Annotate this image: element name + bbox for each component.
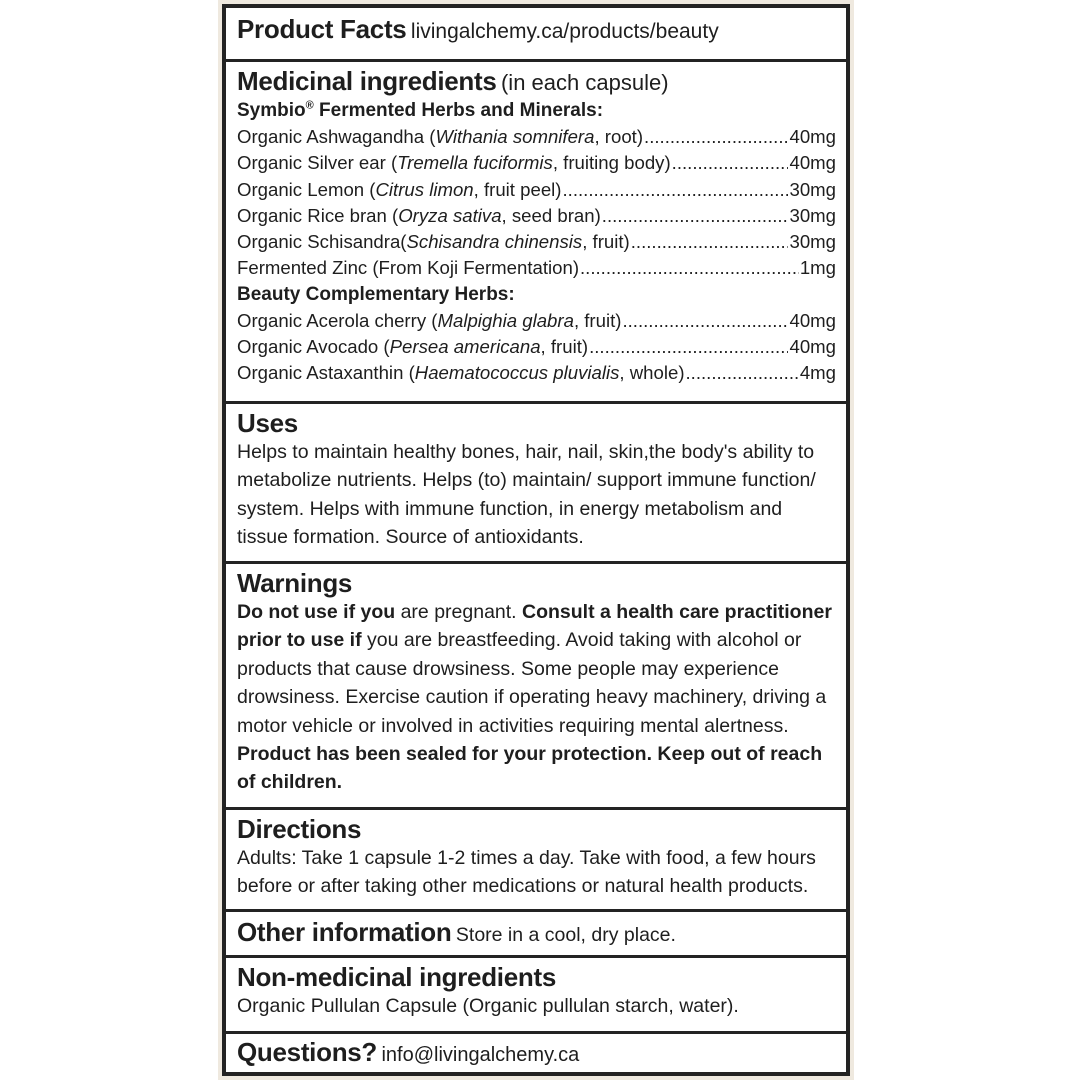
ingredient-amount: 40mg bbox=[789, 309, 836, 331]
directions-title: Directions bbox=[237, 814, 362, 844]
dot-leader bbox=[631, 229, 789, 255]
ingredient-row bbox=[237, 150, 836, 176]
ingredient-amount: 40mg bbox=[789, 126, 836, 147]
non-medicinal-section bbox=[226, 958, 846, 1034]
ingredient-row bbox=[237, 334, 836, 360]
medicinal-ingredients-section bbox=[226, 62, 846, 404]
ingredient-name: Organic Rice bran (Oryza sativa, seed bran) bbox=[237, 204, 601, 226]
group-heading-symbio: Symbio® Fermented Herbs and Minerals: bbox=[237, 99, 604, 121]
dot-leader bbox=[580, 255, 799, 281]
medicinal-title: Medicinal ingredients bbox=[237, 66, 497, 96]
background-margin bbox=[0, 0, 220, 1080]
ingredient-row bbox=[237, 360, 836, 386]
ingredient-amount: 30mg bbox=[789, 204, 836, 226]
dot-leader bbox=[644, 124, 788, 150]
uses-text: Helps to maintain healthy bones, hair, nail, skin,the body's ability to metabolize nutrients. Helps (to) maintain/ support immune function/ system. Helps with immune function, in energy metabolism and tissue formation. Source of antioxidants. bbox=[237, 441, 816, 549]
non-medicinal-title: Non-medicinal ingredients bbox=[237, 962, 556, 992]
dot-leader bbox=[686, 360, 799, 386]
ingredient-row bbox=[237, 124, 836, 150]
questions-section bbox=[226, 1034, 846, 1074]
contact-email: info@livingalchemy.ca bbox=[381, 1044, 580, 1066]
ingredient-name: Organic Schisandra(Schisandra chinensis, fruit) bbox=[237, 231, 630, 253]
ingredient-name: Organic Avocado (Persea americana, fruit) bbox=[237, 336, 589, 358]
directions-text: Adults: Take 1 capsule 1-2 times a day. Take with food, a few hours before or after taking other medications or natural health products. bbox=[237, 847, 816, 898]
registered-mark: ® bbox=[305, 99, 314, 112]
dot-leader bbox=[589, 334, 788, 360]
group-heading-beauty: Beauty Complementary Herbs: bbox=[237, 283, 515, 305]
non-medicinal-text: Organic Pullulan Capsule (Organic pullulan starch, water). bbox=[237, 995, 739, 1017]
product-facts-header bbox=[226, 8, 846, 62]
ingredient-amount: 40mg bbox=[789, 152, 836, 174]
ingredient-row bbox=[237, 308, 836, 334]
product-url: livingalchemy.ca/products/beauty bbox=[410, 20, 719, 43]
product-facts-title: Product Facts bbox=[237, 14, 407, 44]
dot-leader bbox=[622, 308, 788, 334]
warnings-section bbox=[226, 564, 846, 810]
ingredient-amount: 30mg bbox=[789, 178, 836, 200]
product-facts-panel bbox=[222, 4, 850, 1076]
ingredient-row bbox=[237, 255, 836, 281]
warnings-text: Do not use if you are pregnant. Consult a health care practitioner prior to use if you are breastfeeding. Avoid taking with alcohol or products that cause drowsiness. Some people may experience drowsiness. Exercise caution if operating heavy machinery, driving a motor vehicle or involved in activities requiring mental alertness. Product has been sealed for your protection. Keep out of reach of children. bbox=[237, 601, 832, 794]
ingredient-list-symbio bbox=[237, 124, 836, 282]
ingredient-amount: 4mg bbox=[799, 362, 836, 384]
other-information-text: Store in a cool, dry place. bbox=[455, 924, 676, 946]
ingredient-row bbox=[237, 229, 836, 255]
ingredient-row bbox=[237, 203, 836, 229]
ingredient-list-beauty bbox=[237, 308, 836, 387]
directions-section bbox=[226, 810, 846, 912]
warnings-title: Warnings bbox=[237, 568, 353, 598]
other-information-title: Other information bbox=[237, 917, 452, 947]
ingredient-name: Organic Acerola cherry (Malpighia glabra, fruit) bbox=[237, 309, 622, 331]
uses-title: Uses bbox=[237, 408, 298, 438]
ingredient-amount: 40mg bbox=[789, 336, 836, 358]
dot-leader bbox=[562, 177, 788, 203]
ingredient-amount: 1mg bbox=[799, 257, 836, 279]
questions-title: Questions? bbox=[237, 1037, 378, 1067]
dot-leader bbox=[602, 203, 789, 229]
medicinal-title-note: (in each capsule) bbox=[500, 70, 669, 95]
ingredient-name: Organic Ashwagandha (Withania somnifera, root) bbox=[237, 126, 644, 147]
ingredient-name: Organic Silver ear (Tremella fuciformis, fruiting body) bbox=[237, 152, 671, 174]
ingredient-amount: 30mg bbox=[789, 231, 836, 253]
dot-leader bbox=[672, 150, 789, 176]
uses-section bbox=[226, 404, 846, 564]
ingredient-row bbox=[237, 177, 836, 203]
other-information-section bbox=[226, 912, 846, 958]
ingredient-name: Fermented Zinc (From Koji Fermentation) bbox=[237, 257, 580, 279]
ingredient-name: Organic Astaxanthin (Haematococcus pluvialis, whole) bbox=[237, 362, 685, 384]
ingredient-name: Organic Lemon (Citrus limon, fruit peel) bbox=[237, 178, 562, 200]
